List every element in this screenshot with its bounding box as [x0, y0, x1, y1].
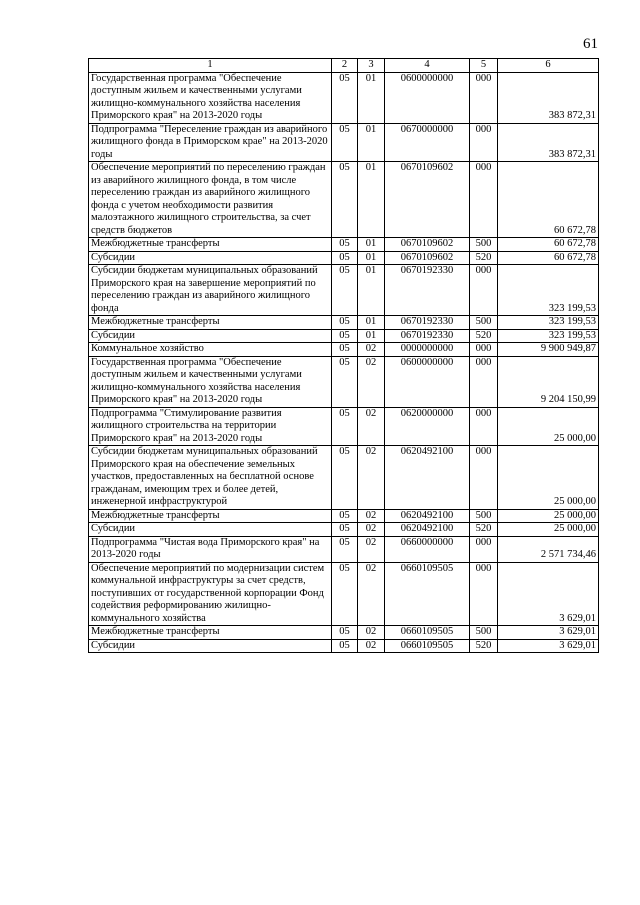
table-row	[89, 251, 599, 265]
table-row	[89, 446, 599, 510]
row-subsection-cell: 01	[358, 329, 385, 343]
row-amount-cell: 25 000,00	[498, 446, 599, 510]
row-amount-cell: 9 900 949,87	[498, 343, 599, 357]
row-name-cell: Государственная программа "Обеспечение доступным жильем и качественными услугами жилищно-коммунального хозяйства населения Приморского края" на 2013-2020 годы	[89, 356, 332, 407]
row-amount-cell: 383 872,31	[498, 123, 599, 162]
row-code-cell: 0660000000	[385, 536, 470, 562]
column-header: 3	[358, 59, 385, 73]
table-row	[89, 356, 599, 407]
row-type-cell: 000	[470, 446, 498, 510]
row-code-cell: 0670192330	[385, 265, 470, 316]
table-header-row	[89, 59, 599, 73]
row-name-cell: Субсидии	[89, 523, 332, 537]
column-header: 5	[470, 59, 498, 73]
row-amount-cell: 25 000,00	[498, 523, 599, 537]
row-amount-cell: 3 629,01	[498, 562, 599, 626]
row-type-cell: 500	[470, 316, 498, 330]
row-section-cell: 05	[332, 343, 358, 357]
row-name-cell: Субсидии	[89, 251, 332, 265]
row-name-cell: Субсидии бюджетам муниципальных образований Приморского края на обеспечение земельных участков, предоставленных на бесплатной основе гражданам, имеющим трех и более детей, инженерной инфраструктурой	[89, 446, 332, 510]
row-name-cell: Межбюджетные трансферты	[89, 626, 332, 640]
row-code-cell: 0670109602	[385, 162, 470, 238]
row-name-cell: Обеспечение мероприятий по модернизации систем коммунальной инфраструктуры за счет средств, поступивших от государственной корпорации Фонд содействия реформированию жилищно-коммунального хозяйства	[89, 562, 332, 626]
row-subsection-cell: 02	[358, 562, 385, 626]
row-subsection-cell: 02	[358, 407, 385, 446]
row-amount-cell: 323 199,53	[498, 329, 599, 343]
table-row	[89, 343, 599, 357]
row-amount-cell: 3 629,01	[498, 626, 599, 640]
row-code-cell: 0620000000	[385, 407, 470, 446]
row-subsection-cell: 02	[358, 639, 385, 653]
row-amount-cell: 323 199,53	[498, 265, 599, 316]
column-header: 6	[498, 59, 599, 73]
row-section-cell: 05	[332, 407, 358, 446]
row-type-cell: 000	[470, 356, 498, 407]
row-section-cell: 05	[332, 238, 358, 252]
row-section-cell: 05	[332, 523, 358, 537]
row-section-cell: 05	[332, 536, 358, 562]
row-section-cell: 05	[332, 446, 358, 510]
row-name-cell: Обеспечение мероприятий по переселению граждан из аварийного жилищного фонда, в том числе переселению граждан из аварийного жилищного фонда с учетом необходимости развития малоэтажного жилищного строительства, за счет средств бюджетов	[89, 162, 332, 238]
row-code-cell: 0600000000	[385, 72, 470, 123]
row-code-cell: 0600000000	[385, 356, 470, 407]
row-amount-cell: 3 629,01	[498, 639, 599, 653]
table-row	[89, 639, 599, 653]
row-name-cell: Государственная программа "Обеспечение доступным жильем и качественными услугами жилищно-коммунального хозяйства населения Приморского края" на 2013-2020 годы	[89, 72, 332, 123]
row-code-cell: 0660109505	[385, 639, 470, 653]
row-section-cell: 05	[332, 316, 358, 330]
row-section-cell: 05	[332, 72, 358, 123]
column-header: 1	[89, 59, 332, 73]
row-type-cell: 520	[470, 251, 498, 265]
row-code-cell: 0660109505	[385, 626, 470, 640]
row-code-cell: 0670000000	[385, 123, 470, 162]
row-code-cell: 0670192330	[385, 316, 470, 330]
row-subsection-cell: 02	[358, 509, 385, 523]
table-row	[89, 407, 599, 446]
row-amount-cell: 9 204 150,99	[498, 356, 599, 407]
row-section-cell: 05	[332, 265, 358, 316]
table-row	[89, 523, 599, 537]
table-row	[89, 123, 599, 162]
row-amount-cell: 323 199,53	[498, 316, 599, 330]
row-name-cell: Субсидии	[89, 329, 332, 343]
row-type-cell: 520	[470, 329, 498, 343]
column-header: 2	[332, 59, 358, 73]
row-name-cell: Подпрограмма "Чистая вода Приморского края" на 2013-2020 годы	[89, 536, 332, 562]
row-name-cell: Субсидии	[89, 639, 332, 653]
row-amount-cell: 25 000,00	[498, 407, 599, 446]
row-subsection-cell: 01	[358, 265, 385, 316]
row-amount-cell: 383 872,31	[498, 72, 599, 123]
row-type-cell: 500	[470, 238, 498, 252]
row-subsection-cell: 02	[358, 446, 385, 510]
row-code-cell: 0000000000	[385, 343, 470, 357]
row-subsection-cell: 02	[358, 523, 385, 537]
row-type-cell: 000	[470, 162, 498, 238]
table-row	[89, 562, 599, 626]
table-row	[89, 329, 599, 343]
row-code-cell: 0670109602	[385, 238, 470, 252]
row-type-cell: 000	[470, 265, 498, 316]
row-type-cell: 520	[470, 639, 498, 653]
row-name-cell: Коммунальное хозяйство	[89, 343, 332, 357]
row-section-cell: 05	[332, 251, 358, 265]
row-name-cell: Субсидии бюджетам муниципальных образований Приморского края на завершение мероприятий по переселению граждан из аварийного жилищного фонда	[89, 265, 332, 316]
table-row	[89, 265, 599, 316]
budget-table	[88, 58, 599, 653]
table-row	[89, 72, 599, 123]
row-code-cell: 0660109505	[385, 562, 470, 626]
row-amount-cell: 60 672,78	[498, 251, 599, 265]
row-subsection-cell: 01	[358, 316, 385, 330]
row-type-cell: 000	[470, 123, 498, 162]
row-section-cell: 05	[332, 162, 358, 238]
column-header: 4	[385, 59, 470, 73]
row-subsection-cell: 01	[358, 238, 385, 252]
row-type-cell: 500	[470, 509, 498, 523]
table-row	[89, 238, 599, 252]
row-type-cell: 500	[470, 626, 498, 640]
table-row	[89, 162, 599, 238]
row-name-cell: Подпрограмма "Стимулирование развития жилищного строительства на территории Приморского края" на 2013-2020 годы	[89, 407, 332, 446]
row-type-cell: 000	[470, 343, 498, 357]
row-name-cell: Межбюджетные трансферты	[89, 316, 332, 330]
row-section-cell: 05	[332, 356, 358, 407]
row-code-cell: 0620492100	[385, 523, 470, 537]
table-row	[89, 536, 599, 562]
row-subsection-cell: 01	[358, 251, 385, 265]
row-section-cell: 05	[332, 639, 358, 653]
row-section-cell: 05	[332, 562, 358, 626]
row-section-cell: 05	[332, 626, 358, 640]
row-code-cell: 0670192330	[385, 329, 470, 343]
row-type-cell: 000	[470, 536, 498, 562]
row-type-cell: 520	[470, 523, 498, 537]
table-row	[89, 316, 599, 330]
row-section-cell: 05	[332, 509, 358, 523]
row-subsection-cell: 02	[358, 356, 385, 407]
table-row	[89, 626, 599, 640]
row-subsection-cell: 02	[358, 536, 385, 562]
row-subsection-cell: 01	[358, 72, 385, 123]
row-type-cell: 000	[470, 562, 498, 626]
row-subsection-cell: 02	[358, 343, 385, 357]
row-code-cell: 0620492100	[385, 446, 470, 510]
row-amount-cell: 25 000,00	[498, 509, 599, 523]
row-code-cell: 0620492100	[385, 509, 470, 523]
row-amount-cell: 60 672,78	[498, 238, 599, 252]
row-type-cell: 000	[470, 407, 498, 446]
row-amount-cell: 2 571 734,46	[498, 536, 599, 562]
row-name-cell: Межбюджетные трансферты	[89, 238, 332, 252]
row-subsection-cell: 01	[358, 162, 385, 238]
row-section-cell: 05	[332, 123, 358, 162]
row-subsection-cell: 01	[358, 123, 385, 162]
row-name-cell: Подпрограмма "Переселение граждан из аварийного жилищного фонда в Приморском крае" на 2013-2020 годы	[89, 123, 332, 162]
row-subsection-cell: 02	[358, 626, 385, 640]
table-row	[89, 509, 599, 523]
row-amount-cell: 60 672,78	[498, 162, 599, 238]
row-code-cell: 0670109602	[385, 251, 470, 265]
page-number: 61	[583, 36, 598, 52]
row-name-cell: Межбюджетные трансферты	[89, 509, 332, 523]
row-section-cell: 05	[332, 329, 358, 343]
row-type-cell: 000	[470, 72, 498, 123]
